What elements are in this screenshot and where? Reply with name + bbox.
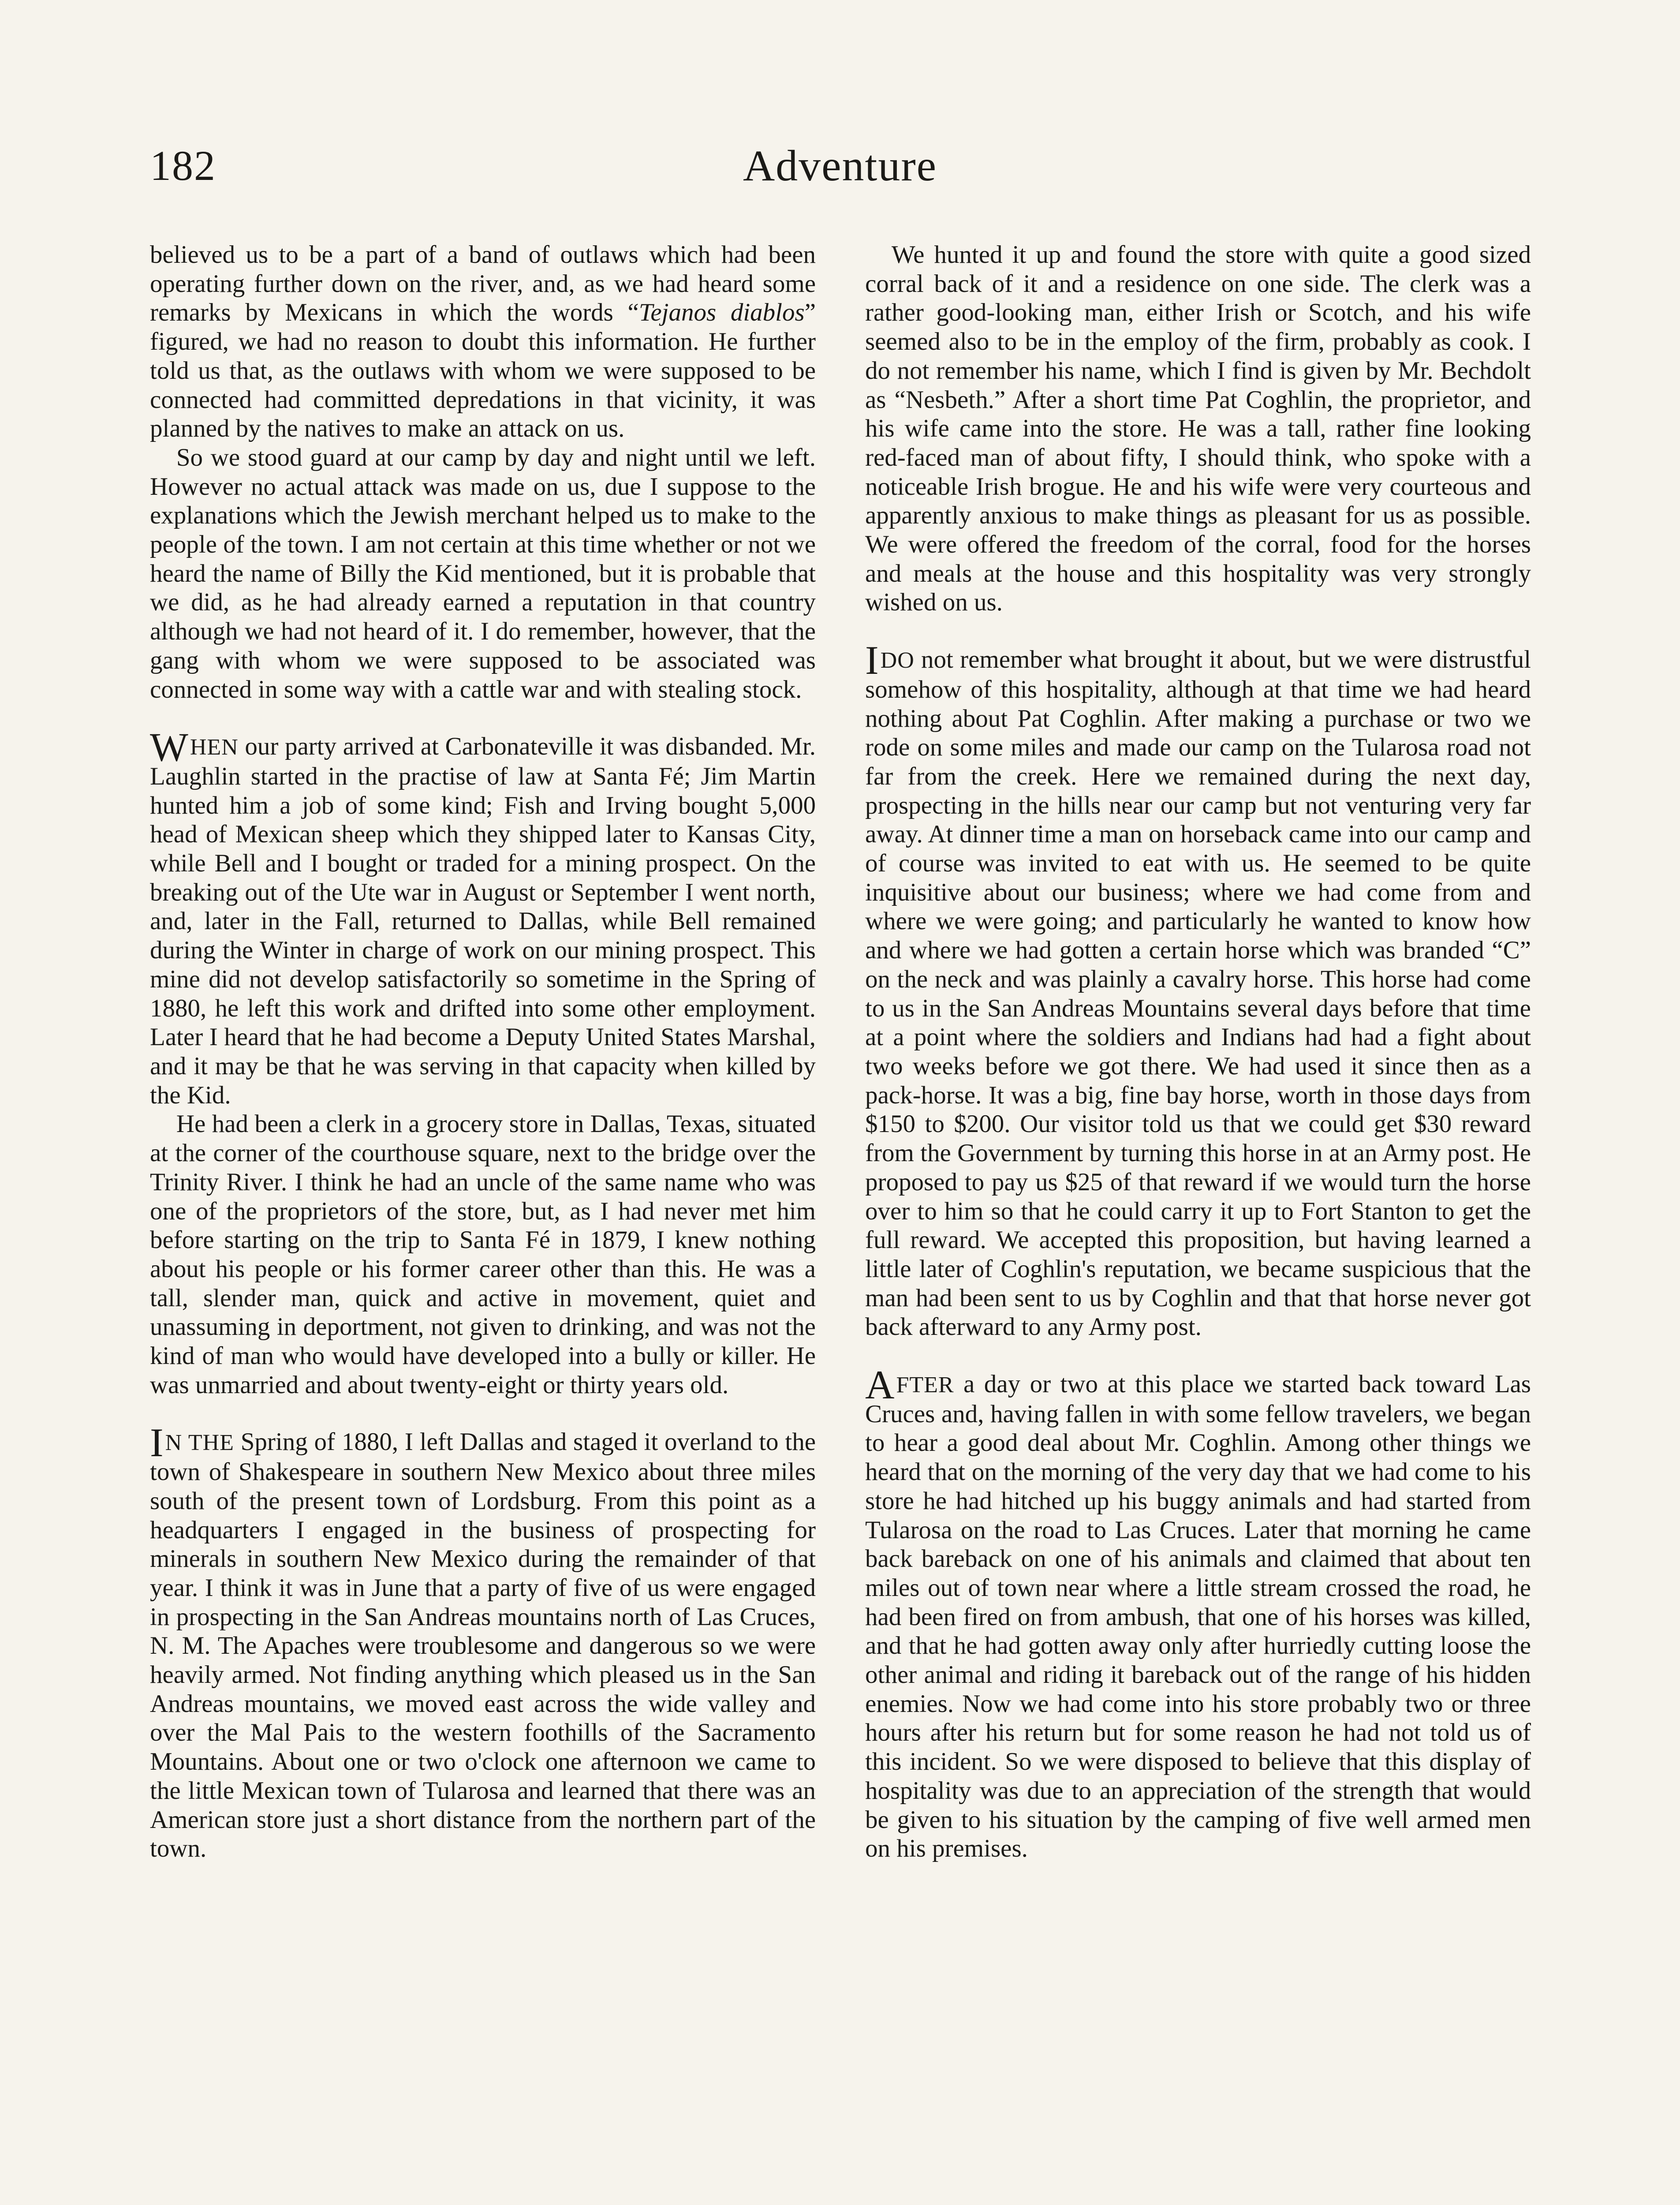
section-paragraph [150,1420,816,1863]
italic-phrase: Tejanos diablos [638,299,805,327]
page-title: Adventure [743,141,937,190]
section-paragraph [865,638,1531,1342]
page-number: 182 [150,142,216,189]
drop-cap: W [150,725,188,770]
paragraph: So we stood guard at our camp by day and night until we left. However no actual attack was made on us, due I suppose to the explanations which the Jewish merchant helped us to make to the people of the town. I am not certain at this time whether or not we heard the name of Billy the Kid mentioned, but it is probable that we did, as he had already earned a reputation in that country although we had not heard of it. I do remember, however, that the gang with whom we were supposed to be associated was connected in some way with a cattle war and with stealing stock. [150,443,816,703]
drop-cap: I [865,638,879,683]
paragraph-text: a day or two at this place we started back toward Las Cruces and, having fallen in with some fellow travelers, we began to hear a good deal about Mr. Coghlin. Among other things we heard that on the morning of the very day that we had come to his store he had hitched up his buggy animals and had started from Tularosa on the road to Las Cruces. Later that morning he came back bareback on one of his animals and claimed that about ten miles out of town near where a little stream crossed the road, he had been fired on from ambush, that one of his horses was killed, and that he had gotten away only after hurriedly cutting loose the other animal and riding it bareback out of the range of his hidden enemies. Now we had come into his store probably two or three hours after his return but for some reason he had not told us of this incident. So we were disposed to believe that this display of hospitality was due to an appreciation of the strength that would be given to his situation by the camping of five well armed men on his premises. [865,1370,1531,1863]
paragraph-text: not remember what brought it about, but we were distrustful somehow of this hospitality, although at that time we had heard nothing about Pat Coghlin. After making a purchase or two we rode on some miles and made our camp on the Tularosa road not far from the creek. Here we remained during the next day, prospecting in the hills near our camp but not venturing very far away. At dinner time a man on horseback came into our camp and of course was invited to eat with us. He seemed to be quite inquisitive about our business; where we had come from and where we were going; and particularly he wanted to know how and where we had gotten a certain horse which was branded “C” on the neck and was plainly a cavalry horse. This horse had come to us in the San Andreas Mountains several days before that time at a point where the soldiers and Indians had had a fight about two weeks before we got there. We had used it since then as a pack-horse. It was a big, fine bay horse, worth in those days from $150 to $200. Our visitor told us that we could get $30 reward from the Government by turning this horse in at an Army post. He proposed to pay us $25 of that reward if we would turn the horse over to him so that he could carry it up to Fort Stanton to get the full reward. We accepted this proposition, but having learned a little later of Coghlin's reputation, we became suspicious that the man had been sent to us by Coghlin and that that horse never got back afterward to any Army post. [865,646,1531,1341]
left-column [150,240,816,1863]
drop-cap: I [150,1420,164,1465]
paragraph-text: our party arrived at Carbonateville it was disbanded. Mr. Laughlin started in the practise of law at Santa Fé; Jim Martin hunted him a job of some kind; Fish and Irving bought 5,000 head of Mexican sheep which they shipped later to Kansas City, while Bell and I bought or traded for a mining prospect. On the breaking out of the Ute war in August or September I went north, and, later in the Fall, returned to Dallas, while Bell remained during the Winter in charge of work on our mining prospect. This mine did not develop satisfactorily so sometime in the Spring of 1880, he left this work and drifted into some other employment. Later I heard that he had become a Deputy United States Marshal, and it may be that he was serving in that capacity when killed by the Kid. [150,733,816,1109]
paragraph-text: believed us to be a part of a band of outlaws which had been operating further down on the river, and, as we had heard some remarks by Mexicans in which the words “ [150,241,816,327]
paragraph-text: Spring of 1880, I left Dallas and staged it overland to the town of Shakespeare in southern New Mexico about three miles south of the present town of Lordsburg. From this point as a headquarters I engaged in the business of prospecting for minerals in southern New Mexico during the remainder of that year. I think it was in June that a party of five of us were engaged in prospecting in the San Andreas mountains north of Las Cruces, N. M. The Apaches were troublesome and dangerous so we were heavily armed. Not finding anything which pleased us in the San Andreas mountains, we moved east across the wide valley and over the Mal Pais to the western foothills of the Sacramento Mountains. About one or two o'clock one afternoon we came to the little Mexican town of Tularosa and learned that there was an American store just a short distance from the northern part of the town. [150,1428,816,1863]
small-caps-lead: DO [880,648,915,673]
section-paragraph [150,725,816,1110]
page-header [0,0,1680,247]
right-column [865,240,1531,1863]
paragraph: He had been a clerk in a grocery store in Dallas, Texas, situated at the corner of the courthouse square, next to the bridge over the Trinity River. I think he had an uncle of the same name who was one of the proprietors of the store, but, as I had never met him before starting on the trip to Santa Fé in 1879, I knew nothing about his people or his former career other than this. He was a tall, slender man, quick and active in movement, quiet and unassuming in deportment, not given to drinking, and was not the kind of man who would have developed into a bully or killer. He was unmarried and about twenty-eight or thirty years old. [150,1110,816,1399]
paragraph-text: ” figured, we had no reason to doubt this information. He further told us that, as the outlaws with whom we were supposed to be connected had committed depredations in that vicinity, it was planned by the natives to make an attack on us. [150,299,816,443]
drop-cap: A [865,1362,895,1408]
small-caps-lead: N THE [165,1430,234,1456]
paragraph: We hunted it up and found the store with quite a good sized corral back of it and a residence on one side. The clerk was a rather good-looking man, either Irish or Scotch, and his wife seemed also to be in the employ of the firm, probably as cook. I do not remember his name, which I find is given by Mr. Bechdolt as “Nesbeth.” After a short time Pat Coghlin, the proprietor, and his wife came into the store. He was a tall, rather fine looking red-faced man of about fifty, I should think, who spoke with a noticeable Irish brogue. He and his wife were very courteous and apparently anxious to make things as pleasant for us as possible. We were offered the freedom of the corral, food for the horses and meals at the house and this hospitality was very strongly wished on us. [865,241,1531,617]
section-paragraph [865,1362,1531,1863]
paragraph [150,240,816,443]
small-caps-lead: FTER [896,1372,954,1398]
small-caps-lead: HEN [190,735,239,760]
